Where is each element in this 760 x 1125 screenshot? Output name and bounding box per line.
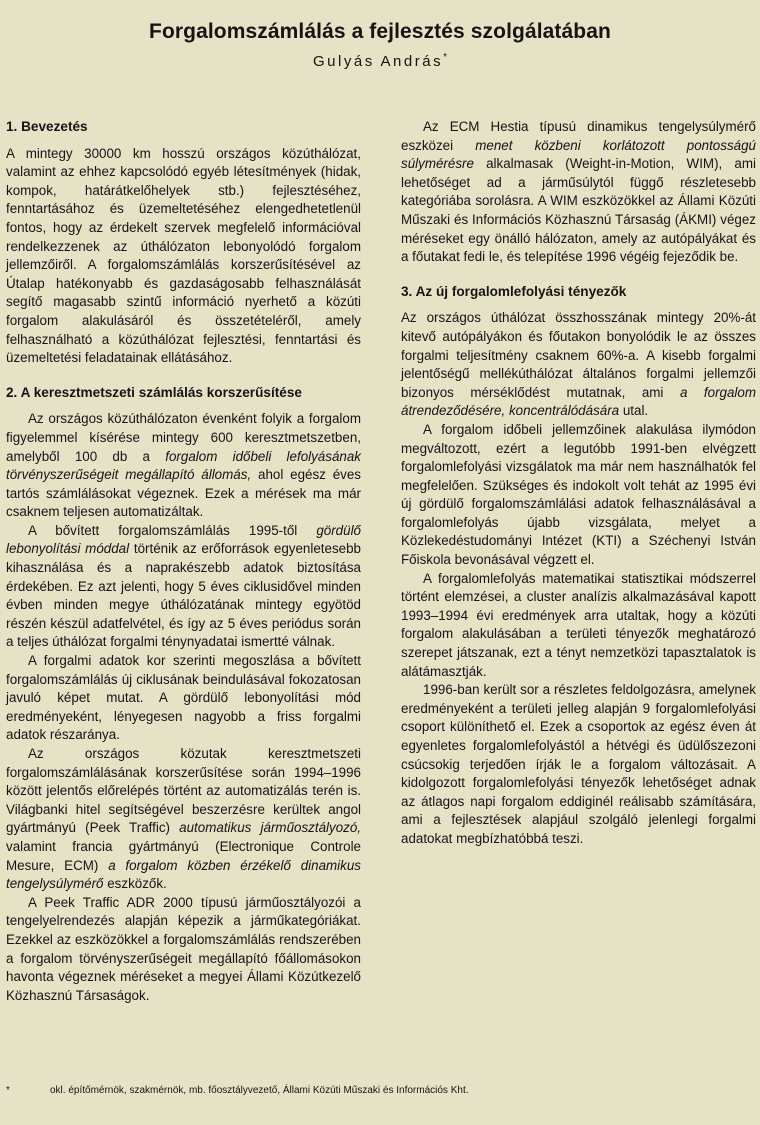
section-1-paragraph-1: A mintegy 30000 km hosszú országos közúthálózat, valamint az ehhez kapcsolódó egyéb létesítmények (hidak, kompok, határátkelőhelyek stb.) fejlesztéséhez, fenntartásához és üzemeltetéséhez elengedhetetlenül fontos, hogy az érdekelt szervek megfelelő információval rendelkezzenek az úthálózaton lebonyolódó forgalom jellemzőiről. A forgalomszámlálás korszerűsítésével az Útalap hatékonyabb és gazdaságosabb felhasználását segítő magasabb szintű információ nyerhető a közúti forgalom alakulásáról és összetételéről, amely felhasználható a közúthálózat fejlesztési, fenntartási és üzemeltetési feladatainak ellátásához.	[6, 145, 361, 366]
author-footnote-mark: *	[443, 52, 447, 63]
section-2-paragraph-1: Az országos közúthálózaton évenként folyik a forgalom figyelemmel kísérése mintegy 600 keresztmetszetben, amelyből 100 db a forgalom időbeli lefolyásának törvényszerűségeit megállapító állomás, ahol egész éves tartós számlálásokat végeznek. Ezek a mérések ma már csaknem teljesen automatizáltak.	[6, 411, 361, 520]
footnote-text: okl. építőmérnök, szakmérnök, mb. főosztályvezető, Állami Közúti Műszaki és Információs Kht.	[50, 1085, 469, 1096]
section-3-paragraph-3: A forgalomlefolyás matematikai statisztikai módszerrel történt elemzései, a cluster analízis alkalmazásával kapott 1993–1994 évi eredmények arra utaltak, hogy a közúti forgalom alakulásában a területi tényezők meghatározó szerepet játszanak, ezt a tényt nemzetközi tapasztalatok is alátámasztják.	[401, 570, 756, 679]
section-1-heading: 1. Bevezetés	[6, 119, 88, 134]
section-2-paragraph-5: A Peek Traffic ADR 2000 típusú járműosztályozói a tengelyelrendezés alapján képezik a járműkategóriákat. Ezekkel az eszközökkel a forgalomszámlálás rendszerében a forgalom törvényszerűségeit megállapító főállomásokon havonta végeznek méréseket a megyei Állami Közútkezelő Közhasznú Társaságok.	[6, 894, 361, 1003]
section-2-paragraph-6: Az ECM Hestia típusú dinamikus tengelysúlymérő eszközei menet közbeni korlátozott pontosságú súlymérésre alkalmasak (Weight-in-Motion, WIM), ami lehetőséget ad a járműsúlytól függő részletesebb kategóriába sorolásra. A WIM eszközökkel az Állami Közúti Műszaki és Információs Közhasznú Társaság (ÁKMI) végez méréseket egy önálló hálózaton, amely az autópályákat és a főutakat fedi le, és telepítése 1996 végéig fejeződik be.	[401, 119, 756, 265]
author-name: Gulyás András	[313, 53, 444, 70]
author-line	[0, 52, 760, 70]
section-2-paragraph-4: Az országos közutak keresztmetszeti forgalomszámlálásának korszerűsítése során 1994–1996 között jelentős előrelépés történt az automatizálás terén is. Világbanki hitel segítségével beszerzésre kerültek angol gyártmányú (Peek Traffic) automatikus járműosztályozó, valamint francia gyártmányú (Electronique Controle Mesure, ECM) a forgalom közben érzékelő dinamikus tengelysúlymérő eszközők.	[6, 746, 361, 892]
section-3-paragraph-1: Az országos úthálózat összhosszának mintegy 20%-át kitevő autópályákon és főutakon bonyolódik le az összes forgalmi teljesítmény csaknem 60%-a. A kisebb forgalmi jelentőségű mellékúthálózat általános forgalmi jellemzői bizonyos mérséklődést mutatnak, ami a forgalom átrendeződésére, koncentrálódására utal.	[401, 310, 756, 419]
footnote-mark: *	[6, 1085, 10, 1096]
section-3-heading: 3. Az új forgalomlefolyási tényezők	[401, 283, 627, 299]
left-column	[6, 118, 361, 1005]
section-2-paragraph-2: A bővített forgalomszámlálás 1995-től gördülő lebonyolítási móddal történik az erőforrások egyenletesebb kihasználása és a naprakészebb adatok biztosítása érdekében. Ez azt jelenti, hogy 5 éves ciklusidővel minden évben minden megye úthálózatának mintegy egyötöd részén készül adatfelvétel, és így az 5 éves periódus során a teljes úthálózat forgalmi ténynyadatai ismertté válnak.	[6, 522, 361, 650]
article-title: Forgalomszámlálás a fejlesztés szolgálatában	[149, 20, 611, 43]
right-column	[401, 118, 756, 849]
footnote	[6, 1084, 746, 1098]
section-3-paragraph-4: 1996-ban került sor a részletes feldolgozásra, amelynek eredményeként a területi jelleg alapján 9 forgalomlefolyási csoport különíthető el. Ezek a csoportok az egész éven át egyenletes forgalomlefolyástól a hétvégi és üdülőszezoni csúcsokig terjedően írják le a forgalom változásait. A kidolgozott forgalomlefolyási tényezők lehetőséget adnak az átlagos napi forgalom eddiginél reálisabb számítására, ami a fejlesztések alapjául szolgáló jelenlegi forgalmi adatokat megbízhatóbbá teszi.	[401, 682, 756, 846]
section-2-heading: 2. A keresztmetszeti számlálás korszerűsítése	[6, 384, 302, 400]
section-3-paragraph-2: A forgalom időbeli jellemzőinek alakulása ilymódon megváltozott, ezért a legutóbb 1991-ben elvégzett forgalomlefolyási vizsgálatok ma már nem használhatók fel megfelelően. Szükséges és indokolt volt tehát az 1995 évi új gördülő forgalomszámlálási adatok felhasználásával a forgalomlefolyás újabb vizsgálata, melyet a Közlekedéstudományi Intézet (KTI) a Széchenyi István Főiskola bevonásával végzett el.	[401, 421, 756, 568]
section-2-paragraph-3: A forgalmi adatok kor szerinti megoszlása a bővített forgalomszámlálás új ciklusának beindulásával fokozatosan javuló képet mutat. A gördülő lebonyolítási mód eredményeként, lényegesen nagyobb a friss forgalmi adatok részaránya.	[6, 653, 361, 743]
